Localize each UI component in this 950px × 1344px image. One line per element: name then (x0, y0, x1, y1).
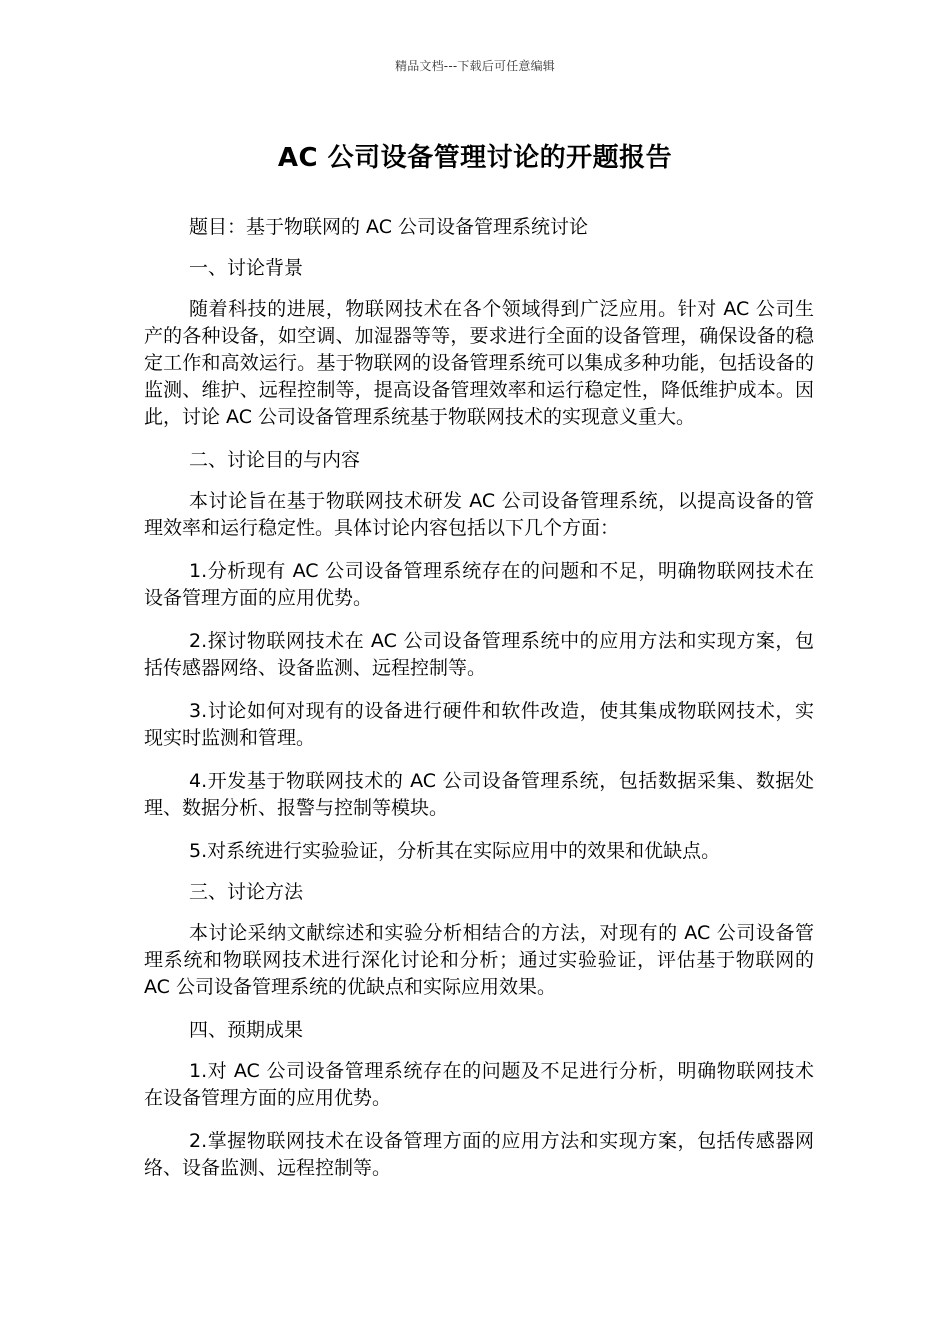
background-paragraph: 随着科技的进展，物联网技术在各个领域得到广泛应用。针对 AC 公司生产的各种设备，如空调、加湿器等等，要求进行全面的设备管理，确保设备的稳定工作和高效运行。基于物联网的设备管理系统可以集成多种功能，包括设备的监测、维护、远程控制等，提高设备管理效率和运行稳定性，降低维护成本。因此，讨论 AC 公司设备管理系统基于物联网技术的实现意义重大。 (144, 298, 814, 428)
content-item-5: 5.对系统进行实验验证，分析其在实际应用中的效果和优缺点。 (189, 840, 721, 862)
header-note: 精品文档---下载后可任意编辑 (395, 59, 555, 73)
document-title: AC 公司设备管理讨论的开题报告 (277, 143, 673, 173)
section-heading-method: 三、讨论方法 (189, 881, 304, 903)
content-item-2: 2.探讨物联网技术在 AC 公司设备管理系统中的应用方法和实现方案，包括传感器网络、设备监测、远程控制等。 (144, 630, 814, 679)
method-paragraph: 本讨论采纳文献综述和实验分析相结合的方法，对现有的 AC 公司设备管理系统和物联网技术进行深化讨论和分析；通过实验验证，评估基于物联网的 AC 公司设备管理系统的优缺点和实际应用效果。 (144, 922, 814, 998)
content-item-3: 3.讨论如何对现有的设备进行硬件和软件改造，使其集成物联网技术，实现实时监测和管理。 (144, 700, 814, 749)
purpose-paragraph: 本讨论旨在基于物联网技术研发 AC 公司设备管理系统，以提高设备的管理效率和运行稳定性。具体讨论内容包括以下几个方面： (144, 490, 814, 539)
section-heading-outcomes: 四、预期成果 (189, 1019, 304, 1041)
outcome-item-2: 2.掌握物联网技术在设备管理方面的应用方法和实现方案，包括传感器网络、设备监测、远程控制等。 (144, 1130, 814, 1179)
document-body (144, 214, 814, 1198)
content-item-4: 4.开发基于物联网技术的 AC 公司设备管理系统，包括数据采集、数据处理、数据分析、报警与控制等模块。 (144, 770, 814, 819)
topic-line: 题目：基于物联网的 AC 公司设备管理系统讨论 (189, 216, 589, 238)
content-item-1: 1.分析现有 AC 公司设备管理系统存在的问题和不足，明确物联网技术在设备管理方面的应用优势。 (144, 560, 814, 609)
section-heading-background: 一、讨论背景 (189, 257, 304, 279)
section-heading-purpose: 二、讨论目的与内容 (189, 449, 361, 471)
outcome-item-1: 1.对 AC 公司设备管理系统存在的问题及不足进行分析，明确物联网技术在设备管理方面的应用优势。 (144, 1060, 814, 1109)
